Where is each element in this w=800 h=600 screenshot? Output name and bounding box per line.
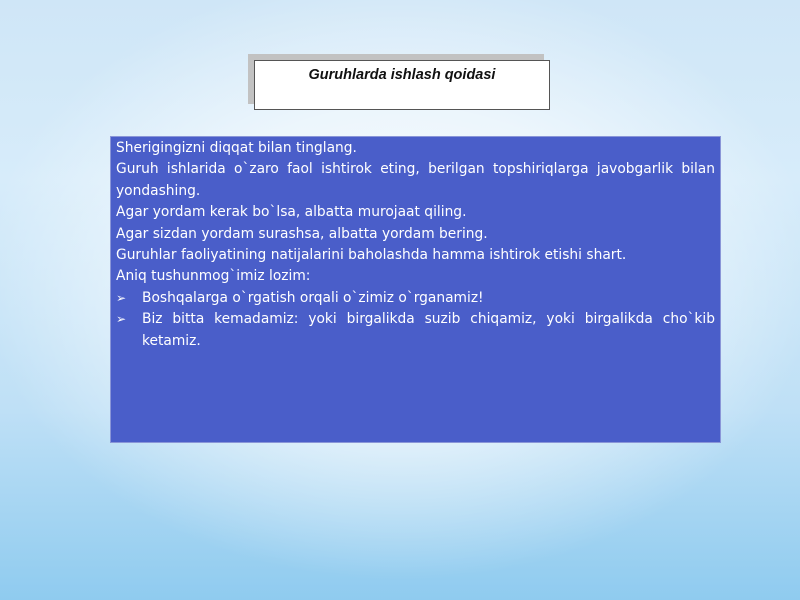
arrowhead-bullet-icon: ➢ [116, 290, 127, 305]
title-box [254, 60, 550, 110]
arrowhead-bullet-icon: ➢ [116, 312, 127, 327]
bullet-item [116, 309, 715, 352]
rules-content-box [110, 136, 721, 443]
rule-paragraph: Sherigingizni diqqat bilan tinglang. [116, 140, 357, 156]
rule-paragraph: Agar yordam kerak bo`lsa, albatta murojaat qiling. [116, 204, 467, 221]
slide-title: Guruhlarda ishlash qoidasi [308, 67, 496, 83]
bullet-text: Biz bitta kemadamiz: yoki birgalikda suzib chiqamiz, yoki birgalikda cho`kib ketamiz. [142, 311, 715, 349]
bullet-text: Boshqalarga o`rgatish orqali o`zimiz o`rganamiz! [142, 289, 484, 306]
rule-paragraph: Guruhlar faoliyatining natijalarini baholashda hamma ishtirok etishi shart. [116, 247, 627, 264]
rule-paragraph: Guruh ishlarida o`zaro faol ishtirok eting, berilgan topshiriqlarga javobgarlik bilan yondashing. [116, 161, 715, 199]
rule-paragraph: Agar sizdan yordam surashsa, albatta yordam bering. [116, 225, 488, 242]
bullet-item [116, 288, 715, 309]
rule-paragraph: Aniq tushunmog`imiz lozim: [116, 268, 311, 285]
